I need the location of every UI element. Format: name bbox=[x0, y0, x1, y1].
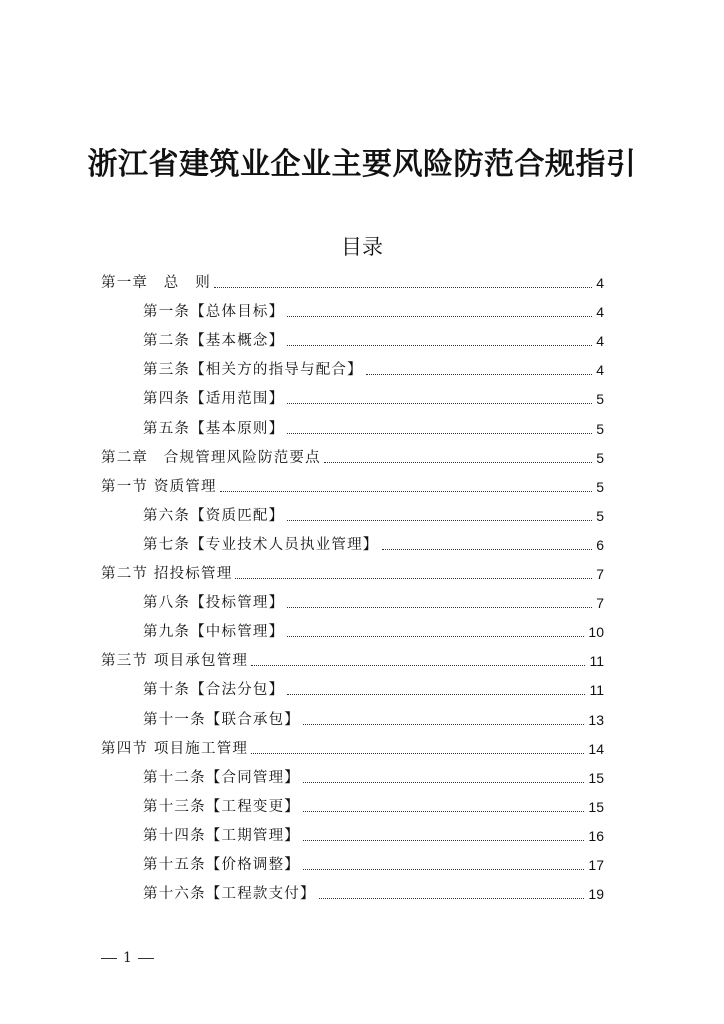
toc-dot-leader bbox=[235, 577, 592, 579]
toc-entry-label: 第四节 项目施工管理 bbox=[101, 740, 249, 757]
toc-entry-page-number: 6 bbox=[596, 536, 604, 553]
toc-section-entry[interactable] bbox=[101, 731, 604, 759]
toc-entry-label: 第十五条【价格调整】 bbox=[143, 857, 300, 873]
toc-entry-label: 第九条【中标管理】 bbox=[143, 624, 285, 641]
toc-entry-label: 第二章 合规管理风险防范要点 bbox=[101, 449, 321, 466]
toc-entry-page-number: 5 bbox=[596, 478, 604, 495]
toc-entry-label: 第三条【相关方的指导与配合】 bbox=[143, 362, 363, 379]
toc-dot-leader bbox=[287, 315, 592, 317]
toc-entry-page-number: 15 bbox=[588, 769, 604, 786]
toc-entry-page-number: 4 bbox=[596, 304, 604, 321]
toc-entry-page-number: 5 bbox=[596, 420, 604, 437]
toc-dot-leader bbox=[303, 868, 584, 870]
toc-entry-label: 第四条【适用范围】 bbox=[143, 391, 285, 408]
toc-entry-page-number: 5 bbox=[596, 507, 604, 524]
toc-entry-label: 第一条【总体目标】 bbox=[143, 304, 285, 321]
toc-section-entry[interactable] bbox=[101, 265, 604, 293]
toc-dot-leader bbox=[287, 402, 592, 404]
toc-entry-page-number: 17 bbox=[588, 857, 604, 873]
toc-section-entry[interactable] bbox=[101, 643, 604, 671]
toc-section-entry[interactable] bbox=[101, 469, 604, 497]
toc-article-entry[interactable] bbox=[143, 876, 604, 904]
toc-entry-label: 第七条【专业技术人员执业管理】 bbox=[143, 536, 379, 553]
toc-entry-label: 第二条【基本概念】 bbox=[143, 333, 285, 350]
toc-entry-label: 第十六条【工程款支付】 bbox=[143, 886, 316, 903]
toc-entry-label: 第六条【资质匹配】 bbox=[143, 507, 285, 524]
toc-dot-leader bbox=[324, 461, 592, 463]
toc-entry-label: 第二节 招投标管理 bbox=[101, 566, 233, 582]
footer-dash-right bbox=[138, 958, 154, 959]
toc-section-entry[interactable] bbox=[101, 556, 604, 584]
toc-dot-leader bbox=[319, 897, 585, 899]
toc-entry-label: 第十三条【工程变更】 bbox=[143, 798, 300, 815]
toc-article-entry[interactable] bbox=[143, 672, 604, 700]
toc-entry-label: 第八条【投标管理】 bbox=[143, 595, 285, 612]
toc-entry-label: 第十四条【工期管理】 bbox=[143, 827, 300, 844]
toc-article-entry[interactable] bbox=[143, 585, 604, 613]
toc-dot-leader bbox=[287, 606, 592, 608]
toc-dot-leader bbox=[303, 723, 584, 725]
toc-dot-leader bbox=[287, 635, 584, 637]
toc-entry-page-number: 4 bbox=[596, 333, 604, 350]
toc-article-entry[interactable] bbox=[143, 527, 604, 555]
toc-entry-page-number: 4 bbox=[596, 362, 604, 379]
toc-heading: 目录 bbox=[341, 235, 383, 259]
toc-entry-label: 第十二条【合同管理】 bbox=[143, 769, 300, 786]
toc-article-entry[interactable] bbox=[143, 498, 604, 526]
toc-article-entry[interactable] bbox=[143, 381, 604, 409]
footer-dash-left bbox=[101, 958, 117, 959]
footer-page-number: 1 bbox=[123, 950, 132, 966]
toc-entry-page-number: 11 bbox=[589, 682, 604, 699]
toc-dot-leader bbox=[303, 781, 584, 783]
toc-dot-leader bbox=[366, 373, 592, 375]
toc-dot-leader bbox=[287, 432, 592, 434]
toc-entry-page-number: 11 bbox=[589, 653, 604, 670]
toc-article-entry[interactable] bbox=[143, 294, 604, 322]
toc-dot-leader bbox=[287, 344, 592, 346]
toc-section-entry[interactable] bbox=[101, 440, 604, 468]
toc-entry-label: 第五条【基本原则】 bbox=[143, 420, 285, 437]
toc-article-entry[interactable] bbox=[143, 760, 604, 788]
toc-article-entry[interactable] bbox=[143, 411, 604, 439]
toc-article-entry[interactable] bbox=[143, 789, 604, 817]
toc-entry-page-number: 4 bbox=[596, 275, 604, 291]
toc-entry-page-number: 10 bbox=[588, 624, 604, 641]
toc-dot-leader bbox=[303, 839, 584, 841]
toc-entry-page-number: 7 bbox=[596, 595, 604, 612]
toc-article-entry[interactable] bbox=[143, 614, 604, 642]
document-title: 浙江省建筑业企业主要风险防范合规指引 bbox=[87, 147, 637, 182]
toc-article-entry[interactable] bbox=[143, 847, 604, 875]
toc-entry-page-number: 5 bbox=[596, 449, 604, 466]
toc-dot-leader bbox=[303, 810, 584, 812]
toc-entry-label: 第一章 总 则 bbox=[101, 275, 211, 291]
toc-entry-page-number: 15 bbox=[588, 798, 604, 815]
toc-entry-page-number: 19 bbox=[588, 886, 604, 903]
toc-entry-page-number: 14 bbox=[588, 740, 604, 757]
toc-entry-label: 第十条【合法分包】 bbox=[143, 682, 285, 699]
toc-dot-leader bbox=[214, 286, 592, 288]
toc-dot-leader bbox=[220, 490, 592, 492]
toc-entry-label: 第一节 资质管理 bbox=[101, 478, 217, 495]
toc-dot-leader bbox=[251, 752, 584, 754]
toc-dot-leader bbox=[287, 519, 592, 521]
toc-entry-page-number: 5 bbox=[596, 391, 604, 408]
toc-dot-leader bbox=[251, 664, 585, 666]
toc-entry-page-number: 16 bbox=[588, 827, 604, 844]
toc-article-entry[interactable] bbox=[143, 702, 604, 730]
toc-article-entry[interactable] bbox=[143, 323, 604, 351]
toc-article-entry[interactable] bbox=[143, 818, 604, 846]
toc-entry-label: 第十一条【联合承包】 bbox=[143, 711, 300, 728]
toc-article-entry[interactable] bbox=[143, 352, 604, 380]
toc-entry-page-number: 7 bbox=[596, 566, 604, 582]
toc-entry-label: 第三节 项目承包管理 bbox=[101, 653, 249, 670]
toc-entry-page-number: 13 bbox=[588, 711, 604, 728]
toc-dot-leader bbox=[382, 548, 593, 550]
toc-dot-leader bbox=[287, 693, 585, 695]
page-footer bbox=[101, 950, 154, 966]
